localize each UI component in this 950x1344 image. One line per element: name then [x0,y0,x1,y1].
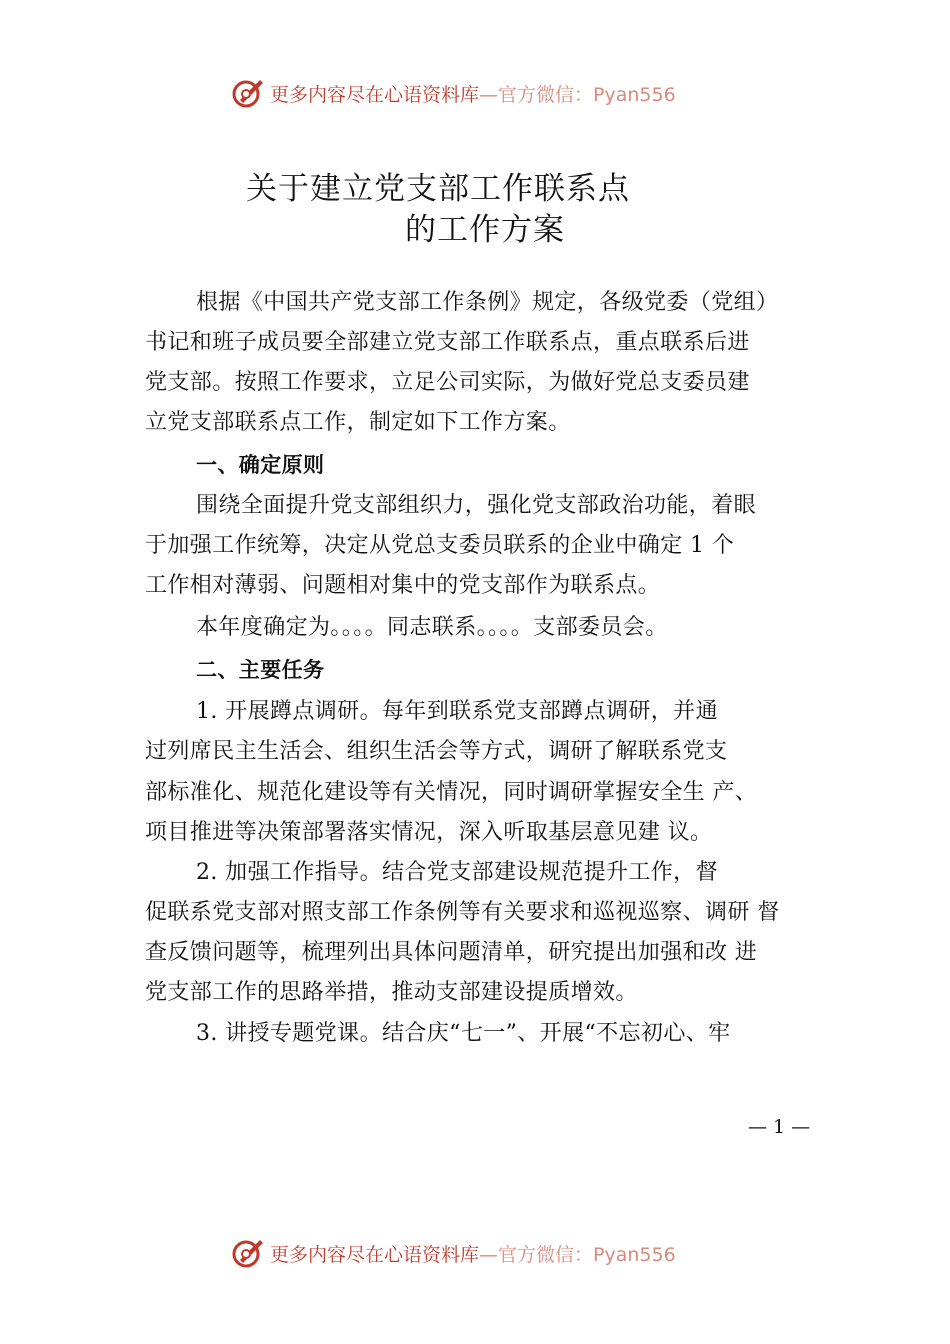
watermark-text [270,1240,676,1267]
watermark-main: 更多内容尽在心语资料库 [270,1243,480,1266]
body-line: 根据《中国共产党支部工作条例》规定，各级党委（党组） [196,290,779,315]
body-line: 过列席民主生活会、组织生活会等方式，调研了解联系党支 [145,739,728,764]
body-line: 3. 讲授专题党课。结合庆“七一”、开展“不忘初心、牢 [196,1021,731,1046]
footer-watermark-banner [230,1236,676,1270]
body-line: 本年度确定为。。。。同志联系。。。。支部委员会。 [196,615,668,640]
body-line: 促联系党支部对照支部工作条例等有关要求和巡视巡察、调研 督 [145,900,780,925]
body-line: 围绕全面提升党支部组织力，强化党支部政治功能，着眼 [196,493,757,518]
body-line: 党支部。按照工作要求，立足公司实际，为做好党总支委员建 [145,370,750,395]
body-line: 工作相对薄弱、问题相对集中的党支部作为联系点。 [145,573,661,598]
body-line: 1. 开展蹲点调研。每年到联系党支部蹲点调研，并通 [196,699,718,724]
header-watermark-banner [230,76,676,110]
watermark-main: 更多内容尽在心语资料库 [270,83,480,106]
body-line: 立党支部联系点工作，制定如下工作方案。 [145,410,571,435]
body-line: 项目推进等决策部署落实情况，深入听取基层意见建 议。 [145,820,713,845]
section-heading-tasks: 二、主要任务 [196,658,325,682]
watermark-contact: —官方微信：Pyan556 [479,1243,676,1266]
pen-logo-icon [230,1236,266,1270]
body-line: 党支部工作的思路举措，推动支部建设提质增效。 [145,980,638,1005]
watermark-contact: —官方微信：Pyan556 [479,83,676,106]
pen-logo-icon [230,76,266,110]
page-number: — 1 — [748,1116,811,1138]
body-line: 2. 加强工作指导。结合党支部建设规范提升工作，督 [196,860,718,885]
body-line: 查反馈问题等，梳理列出具体问题清单，研究提出加强和改 进 [145,940,758,965]
body-line: 书记和班子成员要全部建立党支部工作联系点，重点联系后进 [145,330,750,355]
document-title-line-1: 关于建立党支部工作联系点 [246,171,630,207]
section-heading-principles: 一、确定原则 [196,453,325,477]
body-line: 部标准化、规范化建设等有关情况，同时调研掌握安全生 产、 [145,780,758,805]
document-title-line-2: 的工作方案 [405,212,565,248]
watermark-text [270,80,676,107]
body-line: 于加强工作统筹，决定从党总支委员联系的企业中确定 1 个 [145,533,735,558]
